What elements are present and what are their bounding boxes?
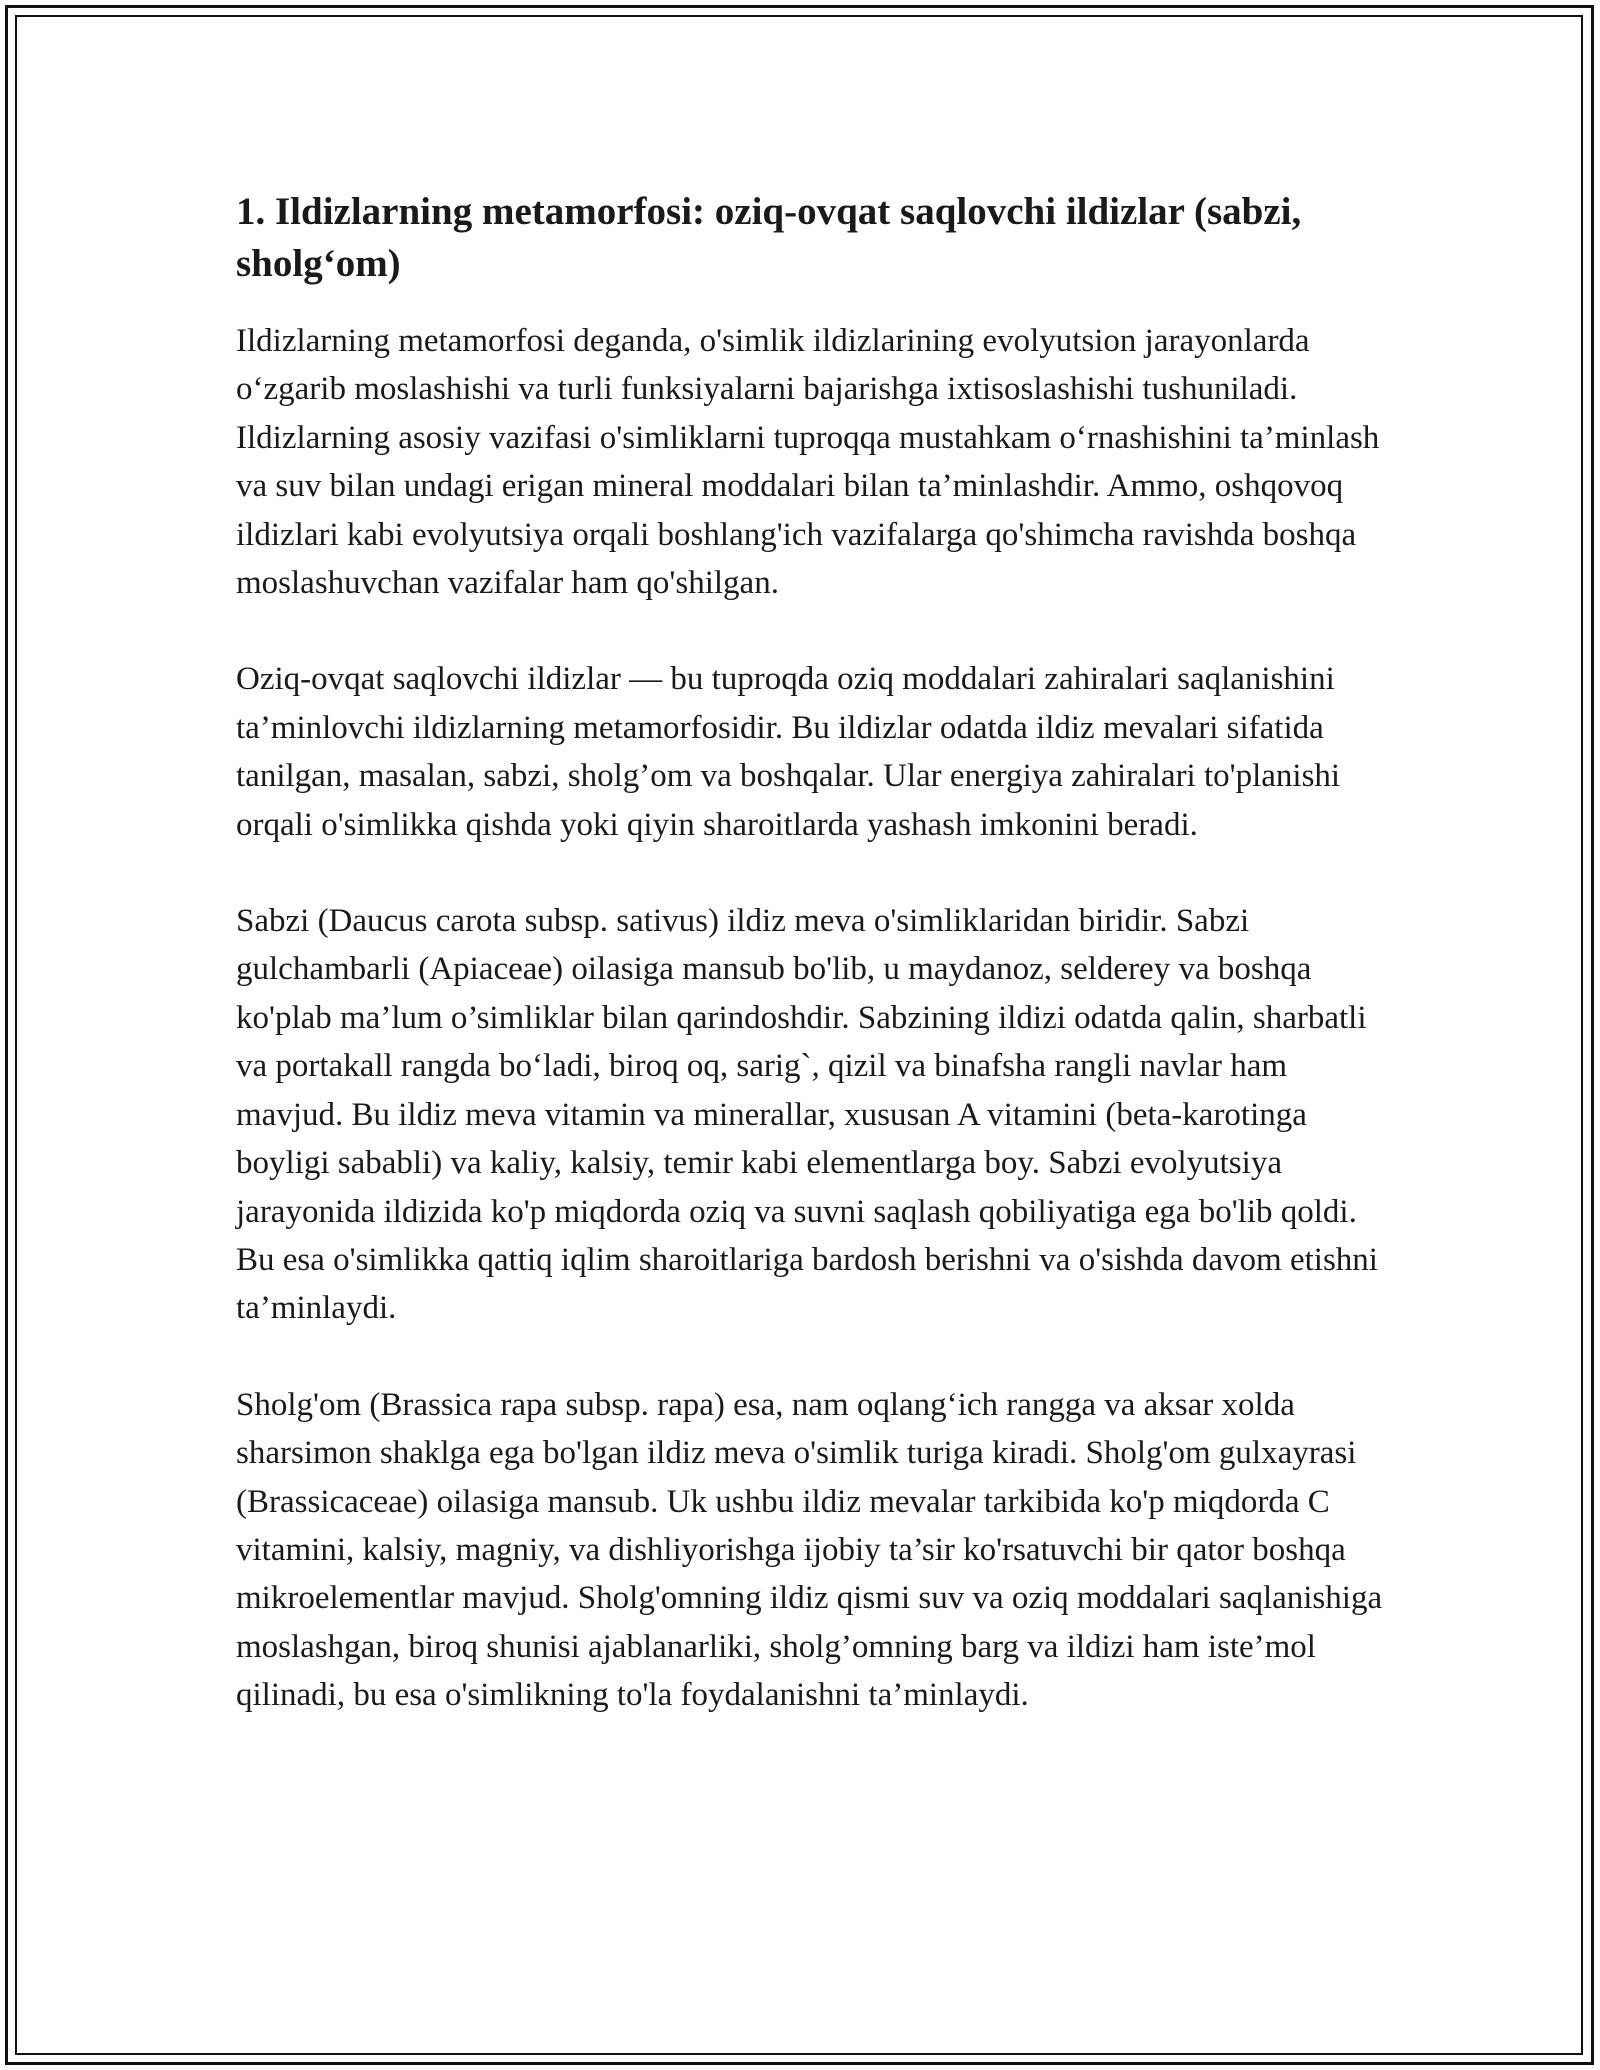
paragraph-intro: Ildizlarning metamorfosi deganda, o'simlik ildizlarining evolyutsion jarayonlarda o‘zgarib moslashishi va turli funksiyalarni bajarishga ixtisoslashishi tushuniladi. Ildizlarning asosiy vazifasi o'simliklarni tuproqqa mustahkam o‘rnashishini ta’minlash va suv bilan undagi erigan mineral moddalari bilan ta’minlashdir. Ammo, oshqovoq ildizlari kabi evolyutsiya orqali boshlang'ich vazifalarga qo'shimcha ravishda boshqa moslashuvchan vazifalar ham qo'shilgan. (236, 323, 1380, 602)
paragraph-turnip: Sholg'om (Brassica rapa subsp. rapa) esa, nam oqlang‘ich rangga va aksar xolda sharsimon shaklga ega bo'lgan ildiz meva o'simlik turiga kiradi. Sholg'om gulxayrasi (Brassicaceae) oilasiga mansub. Uk ushbu ildiz mevalar tarkibida ko'p miqdorda C vitamini, kalsiy, magniy, va dishliyorishga ijobiy ta’sir ko'rsatuvchi bir qator boshqa mikroelementlar mavjud. Sholg'omning ildiz qismi suv va oziq moddalari saqlanishiga moslashgan, biroq shunisi ajablanarliki, sholg’omning barg va ildizi ham iste’mol qilinadi, bu esa o'simlikning to'la foydalanishni ta’minlaydi. (236, 1386, 1383, 1714)
page-title: 1. Ildizlarning metamorfosi: oziq-ovqat saqlovchi ildizlar (sabzi, sholg‘om) (236, 190, 1302, 285)
paragraph-storage-roots: Oziq-ovqat saqlovchi ildizlar — bu tuproqda oziq moddalari zahiralari saqlanishini ta’minlovchi ildizlarning metamorfosidir. Bu ildizlar odatda ildiz mevalari sifatida tanilgan, masalan, sabzi, sholg’om va boshqalar. Ular energiya zahiralari to'planishi orqali o'simlikka qishda yoki qiyin sharoitlarda yashash imkonini beradi. (236, 661, 1341, 843)
paragraph-carrot: Sabzi (Daucus carota subsp. sativus) ildiz meva o'simliklaridan biridir. Sabzi gulchambarli (Apiaceae) oilasiga mansub bo'lib, u maydanoz, selderey va boshqa ko'plab ma’lum o’simliklar bilan qarindoshdir. Sabzining ildizi odatda qalin, sharbatli va portakall rangda bo‘ladi, biroq oq, sarig`, qizil va binafsha rangli navlar ham mavjud. Bu ildiz meva vitamin va minerallar, xususan A vitamini (beta-karotinga boyligi sababli) va kaliy, kalsiy, temir kabi elementlarga boy. Sabzi evolyutsiya jarayonida ildizida ko'p miqdorda oziq va suvni saqlash qobiliyatiga ega bo'lib qoldi. Bu esa o'simlikka qattiq iqlim sharoitlariga bardosh berishni va o'sishda davom etishni ta’minlaydi. (236, 903, 1378, 1327)
document-body (236, 186, 1386, 1768)
